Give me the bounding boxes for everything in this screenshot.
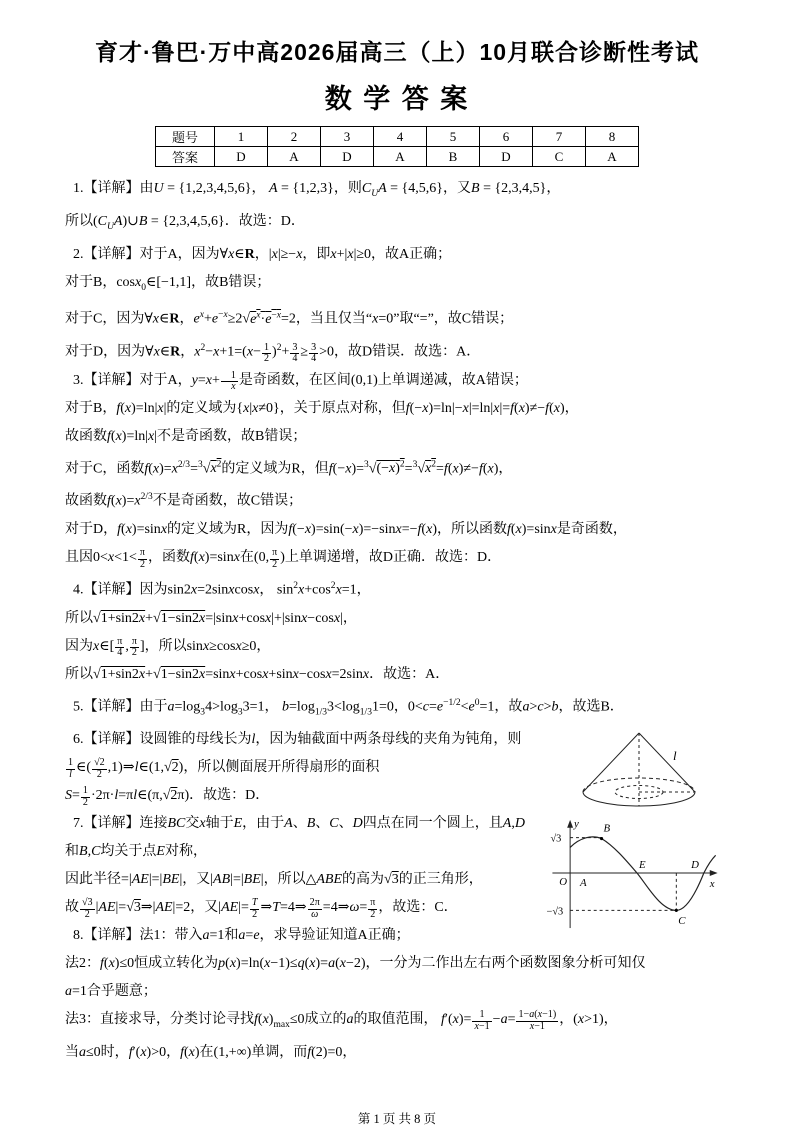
solution-line: 对于B，f(x)=ln|x|的定义域为{x|x≠0}，关于原点对称，但f(−x)=ln|−x|=ln|x|=f(x)≠−f(x)， bbox=[65, 400, 579, 416]
answer-cell: C bbox=[533, 147, 586, 167]
point-b-dot bbox=[600, 837, 603, 840]
solution-line: 1.【详解】由U = {1,2,3,4,5,6}， A = {1,2,3}，则$C_UA = \{4,5,6\}$，又B = {2,3,4,5}， bbox=[73, 181, 561, 199]
wave-graph-figure bbox=[545, 814, 727, 932]
question-number-cell: 1 bbox=[215, 127, 268, 147]
solution-line: 故函数f(x)=ln|x|不是奇函数，故B错误； bbox=[65, 428, 307, 444]
point-c-dot bbox=[675, 909, 678, 912]
question-number-row bbox=[156, 127, 639, 147]
min-value-label: −√3 bbox=[546, 906, 564, 918]
solution-line: 法2：f(x)≤0恒成立转化为p(x)=ln(x−1)≤q(x)=a(x−2)，一分为二作出左右两个函数图象分析可知仅 bbox=[65, 956, 646, 972]
question-number-cell: 6 bbox=[480, 127, 533, 147]
figure-panel bbox=[543, 728, 729, 932]
solution-line: 2.【详解】对于A，因为∀x∈R，|x|≥−x，即x+|x|≥0，故A正确； bbox=[73, 246, 452, 262]
solution-line: 且因0<x<1< $\frac{\pi}{2}$ ，函数f(x)=sinx在(0, $\frac{\pi}{2}$ )上单调递增，故D正确．故选：D． bbox=[65, 546, 502, 570]
sine-curve bbox=[570, 837, 716, 910]
cone-figure bbox=[551, 728, 721, 814]
answer-cell: D bbox=[480, 147, 533, 167]
exam-title: 育才·鲁巴·万中高2026届高三（上）10月联合诊断性考试 bbox=[94, 39, 700, 65]
solution-line: 法3：直接求导，分类讨论寻找$f(x)_{max}\le 0$成立的a的取值范围， f′(x)= $\frac{1}{x-1}$ −a= $\frac{1-a(x-1)}{x-1}$ ，(x>1)， bbox=[65, 1009, 618, 1032]
cone-left-slant bbox=[583, 733, 639, 792]
question-number-cell: 4 bbox=[374, 127, 427, 147]
solution-line: 8.【详解】法1：带入a=1和a=e，求导验证知道A正确； bbox=[73, 928, 410, 944]
solution-line: 当a≤0时，f′(x)>0，f(x)在(1,+∞)单调，而f(2)=0， bbox=[65, 1044, 357, 1060]
max-value-label: √3 bbox=[550, 833, 562, 845]
answer-cell: B bbox=[427, 147, 480, 167]
solution-line: 所以$(C_UA)\cup B = \{2,3,4,5,6\}$．故选：D． bbox=[65, 213, 305, 232]
question-number-cell: 5 bbox=[427, 127, 480, 147]
solution-line: 5.【详解】由于$a=\log_34>\log_33=1$， $b=\log_{1/3}3<\log_{1/3}1=0$，$0<c=e^{-1/2}<e^0=1$，故a>c>b，故选B． bbox=[73, 697, 624, 718]
point-b-label: B bbox=[603, 822, 611, 835]
point-a-label: A bbox=[579, 876, 587, 889]
answer-cell: A bbox=[374, 147, 427, 167]
point-d-label: D bbox=[691, 859, 699, 872]
page-footer: 第 1 页 共 8 页 bbox=[357, 1111, 437, 1126]
y-axis-label: y bbox=[574, 817, 579, 830]
answer-cell: D bbox=[215, 147, 268, 167]
question-number-cell: 7 bbox=[533, 127, 586, 147]
solution-line: 6.【详解】设圆锥的母线长为l，因为轴截面中两条母线的夹角为钝角，则 bbox=[73, 732, 522, 748]
solution-line: 7.【详解】连接BC交x轴于E，由于A、B、C、D四点在同一个圆上，且A,D bbox=[73, 816, 525, 832]
answers-heading: 数 学 答 案 bbox=[324, 84, 470, 114]
row-header-answer: 答案 bbox=[156, 147, 215, 167]
cone-right-slant bbox=[639, 733, 695, 792]
solution-line: 和B,C均关于点E对称， bbox=[65, 844, 207, 860]
answer-cell: A bbox=[586, 147, 639, 167]
origin-label: O bbox=[559, 875, 568, 888]
solution-line: 对于B，cosx$_0$∈[−1,1]，故B错误； bbox=[65, 274, 271, 293]
question-number-cell: 8 bbox=[586, 127, 639, 147]
solution-line: 故函数$f(x)=x^{2/3}$不是奇函数，故C错误； bbox=[65, 492, 303, 510]
solution-line: 3.【详解】对于A，y=x+ $\frac{1}{x}$ 是奇函数，在区间(0,1)上单调递减，故A错误； bbox=[73, 369, 528, 393]
solution-line: 因为x∈[ $\frac{\pi}{4}$ , $\frac{\pi}{2}$ ]，所以sinx≥cosx≥0， bbox=[65, 635, 271, 659]
point-e-label: E bbox=[638, 859, 646, 872]
y-axis-arrow bbox=[567, 820, 573, 828]
answer-cell: A bbox=[268, 147, 321, 167]
solution-line: 对于C，因为∀x∈R，$e^x+e^{-x}\ge 2√e^x\cdot e^{-x}=2$，当且仅当“x=0”取“=”，故C错误； bbox=[65, 310, 514, 328]
question-number-cell: 3 bbox=[321, 127, 374, 147]
question-number-cell: 2 bbox=[268, 127, 321, 147]
solution-line: 因此半径=|AE|=|BE|，又|AB|=|BE|，所以△ABE的高为√3的正三角形， bbox=[65, 872, 483, 888]
answer-table bbox=[155, 126, 639, 167]
solution-line: 对于C，函数$f(x)=x^{2/3}=^3√x^2$的定义域为R，但$f(-x)=^3√(-x)^2=^3√x^2=f(x)\ne-f(x)$， bbox=[65, 459, 513, 477]
x-axis-arrow bbox=[710, 870, 718, 876]
answer-row bbox=[156, 147, 639, 167]
solution-line: a=1合乎题意； bbox=[65, 984, 157, 1000]
solution-line: 对于D，因为∀x∈R，$x^2-x+1=(x-$ $\frac{1}{2}$ )$^2$+ $\frac{3}{4}$ ≥ $\frac{3}{4}$ >0，故D错误．故选：A． bbox=[65, 341, 481, 365]
solution-line: 故 $\frac{√3}{2}$ |AE|=√3⇒|AE|=2，又|AE|= $\frac{T}{2}$ ⇒T=4⇒ $\frac{2\pi}{\omega}$ =4⇒ω= $\frac{\pi}{2}$ ，故选：C． bbox=[65, 897, 458, 920]
answer-cell: D bbox=[321, 147, 374, 167]
solution-line: 4.【详解】因为sin2x=2sinxcosx， $\sin^2x+\cos^2x=1$， bbox=[73, 581, 371, 598]
cone-slant-label: l bbox=[673, 748, 677, 764]
x-axis-label: x bbox=[709, 877, 715, 890]
point-c-label: C bbox=[678, 915, 686, 928]
solution-line: 所以√1+sin2x+√1−sin2x=sinx+cosx+sinx−cosx=2sinx．故选：A． bbox=[65, 666, 450, 682]
solution-line: $\frac{1}{l}$ ∈( $\frac{√2}{2}$ ,1)⇒l∈(1,√2)，所以侧面展开所得扇形的面积 bbox=[68, 757, 380, 780]
row-header-question: 题号 bbox=[156, 127, 215, 147]
solutions-body bbox=[65, 175, 729, 1067]
solution-line: 对于D，f(x)=sinx的定义域为R，因为f(−x)=sin(−x)=−sinx=−f(x)，所以函数f(x)=sinx是奇函数， bbox=[65, 522, 627, 538]
solution-line: 所以√1+sin2x+√1−sin2x=|sinx+cosx|+|sinx−cosx|， bbox=[65, 610, 357, 626]
solution-line: S= $\frac{1}{2}$ ·2π·l=πl∈(π,√2π)．故选：D． bbox=[65, 785, 270, 808]
